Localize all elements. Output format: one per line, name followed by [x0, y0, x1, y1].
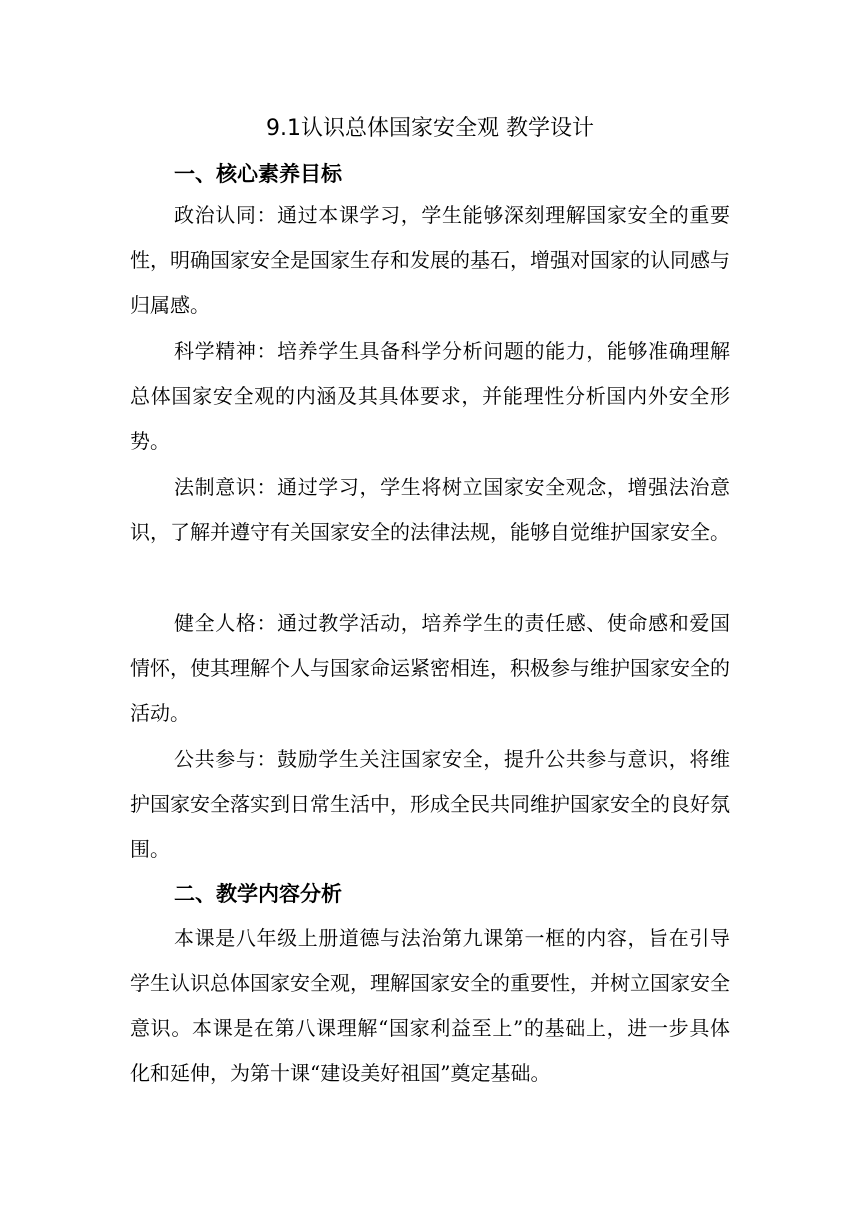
- paragraph-text: 通过教学活动，培养学生的责任感、使命感和爱国情怀，使其理解个人与国家命运紧密相连，积极参与维护国家安全的活动。: [130, 611, 731, 725]
- paragraph-text: 培养学生具备科学分析问题的能力，能够准确理解总体国家安全观的内涵及其具体要求，并能理性分析国内外安全形势。: [130, 339, 731, 453]
- paragraph-text: 鼓励学生关注国家安全，提升公共参与意识，将维护国家安全落实到日常生活中，形成全民共同维护国家安全的良好氛围。: [130, 747, 731, 861]
- paragraph-text: 本课是八年级上册道德与法治第九课第一框的内容，旨在引导学生认识总体国家安全观，理解国家安全的重要性，并树立国家安全意识。本课是在第八课理解“国家利益至上”的基础上，进一步具体化和延伸，为第十课“建设美好祖国”奠定基础。: [130, 926, 730, 1085]
- paragraph-content-analysis: [130, 916, 730, 1096]
- paragraph-public-participation: [130, 737, 730, 872]
- section-heading-content-analysis: 二、教学内容分析: [174, 882, 342, 906]
- paragraph-label: 法制意识：: [174, 475, 278, 499]
- paragraph-label: 科学精神：: [174, 339, 278, 363]
- paragraph-label: 政治认同：: [174, 203, 278, 227]
- paragraph-text: 通过本课学习，学生能够深刻理解国家安全的重要性，明确国家安全是国家生存和发展的基石，增强对国家的认同感与归属感。: [130, 203, 731, 317]
- paragraph-label: 健全人格：: [174, 611, 278, 635]
- paragraph-sound-personality: [130, 601, 730, 736]
- paragraph-scientific-spirit: [130, 329, 730, 464]
- paragraph-label: 公共参与：: [174, 747, 278, 771]
- document-title: 9.1认识总体国家安全观 教学设计: [266, 116, 594, 141]
- paragraph-text: 通过学习，学生将树立国家安全观念，增强法治意识，了解并遵守有关国家安全的法律法规，能够自觉维护国家安全。: [130, 475, 731, 544]
- paragraph-legal-awareness: [130, 465, 730, 555]
- paragraph-political-identity: [130, 193, 730, 328]
- section-heading-objectives: 一、核心素养目标: [174, 162, 342, 186]
